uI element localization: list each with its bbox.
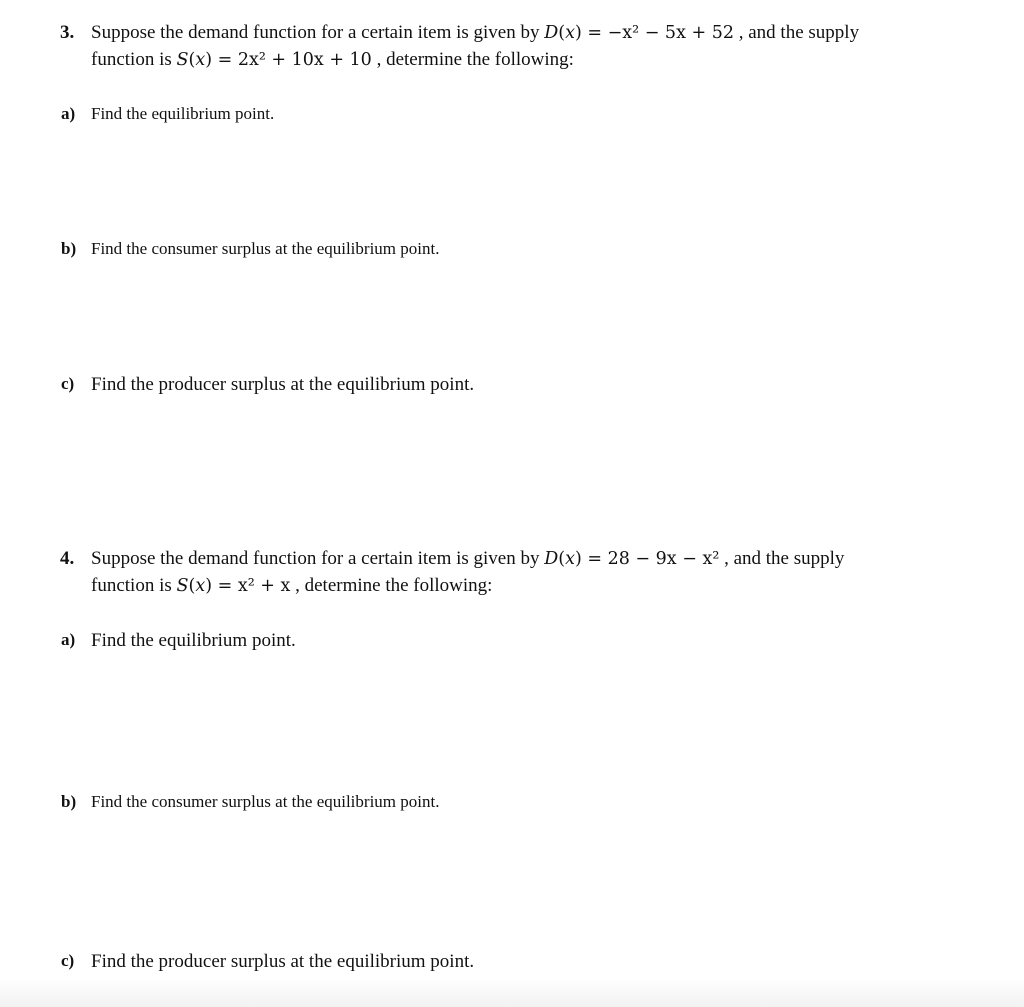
- page-bottom-edge: [0, 979, 1024, 1007]
- problem-3-part-c-label: c): [61, 374, 75, 393]
- problem-3-demand-symbol: D: [544, 23, 559, 43]
- problem-3-mid-text: , and the supply: [734, 22, 860, 43]
- problem-4-statement-line-1: [91, 548, 844, 570]
- problem-4-demand-function: D(x) = 28 − 9x − x²: [544, 549, 720, 569]
- problem-3-line2-end: , determine the following:: [371, 49, 574, 70]
- problem-4-part-b-text: Find the consumer surplus at the equilibrium point.: [91, 792, 440, 811]
- problem-4-demand-symbol: D: [544, 549, 559, 569]
- problem-3-supply-function: S(x) = 2x² + 10x + 10: [176, 50, 372, 70]
- problem-4-part-c-text: Find the producer surplus at the equilibrium point.: [91, 951, 475, 972]
- problem-3-demand-function: D(x) = −x² − 5x + 52: [544, 23, 734, 43]
- problem-3-part-a-text: Find the equilibrium point.: [91, 104, 275, 123]
- problem-4-mid-text: , and the supply: [719, 548, 845, 569]
- problem-4-part-b-label: b): [61, 792, 77, 811]
- problem-4-number: 4.: [60, 548, 75, 569]
- problem-4-supply-function: S(x) = x² + x: [176, 576, 291, 596]
- problem-3-line2-start: function is: [91, 49, 177, 70]
- problem-3-number: 3.: [60, 22, 75, 43]
- problem-3-intro: Suppose the demand function for a certain item is given by: [91, 22, 545, 43]
- problem-4-part-a-label: a): [61, 630, 76, 649]
- problem-3-statement-line-2: [91, 49, 574, 71]
- problem-4-part-c-label: c): [61, 951, 75, 970]
- problem-3-part-a-label: a): [61, 104, 76, 123]
- problem-4-demand-expression: = 28 − 9x − x²: [587, 549, 720, 569]
- problem-3-part-c-text: Find the producer surplus at the equilibrium point.: [91, 374, 475, 395]
- problem-3-supply-expression: = 2x² + 10x + 10: [217, 50, 372, 70]
- problem-4-statement-line-2: [91, 575, 492, 597]
- problem-3-part-b-label: b): [61, 239, 77, 258]
- problem-4-part-a-text: Find the equilibrium point.: [91, 630, 296, 651]
- problem-3-part-b-text: Find the consumer surplus at the equilibrium point.: [91, 239, 440, 258]
- problem-4-line2-start: function is: [91, 575, 177, 596]
- problem-3-demand-expression: = −x² − 5x + 52: [587, 23, 734, 43]
- problem-3-supply-symbol: S: [176, 50, 189, 70]
- problem-4-intro: Suppose the demand function for a certain item is given by: [91, 548, 545, 569]
- problem-3-statement-line-1: [91, 22, 859, 44]
- problem-4-supply-expression: = x² + x: [217, 576, 291, 596]
- problem-4-supply-symbol: S: [176, 576, 189, 596]
- problem-4-line2-end: , determine the following:: [290, 575, 493, 596]
